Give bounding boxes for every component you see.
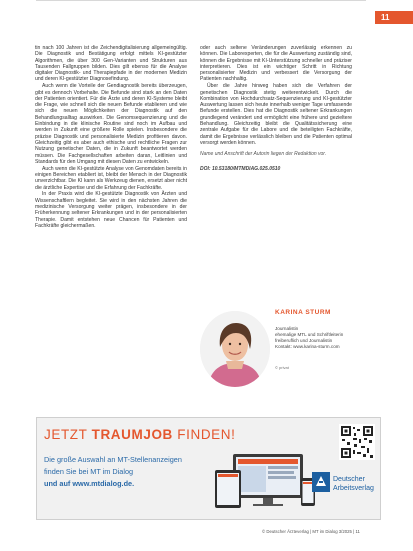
author-name: KARINA STURM (275, 309, 331, 316)
top-rule (36, 0, 366, 1)
doi: DOI: 10.53180/MTMDIAG.025.0510 (200, 165, 281, 172)
page-footer: © Deutscher Ärzteverlag | MT im Dialog 3/2025 | 11 (262, 529, 360, 534)
article-column-left (35, 45, 187, 230)
article-paragraph: In der Praxis wird die KI-gestützte Diagnostik von Ärzten und Wissenschaftlern begleitet. Sie wird in den nächsten Jahren die medizinische Versorgung weiter prägen, insbesondere in der Früherkennung seltener Erkrankungen und in der personalisierten Therapie. Damit entstehen neue Chancen für Patienten und Fachkräfte gleichermaßen. (35, 191, 187, 229)
article-paragraph: Auch wenn die KI-gestützte Analyse von Genomdaten bereits in einigen Bereichen etabliert ist, bleibt der Mensch in der Diagnostik unverzichtbar. Die KI kann als Werkzeug dienen, ersetzt aber nicht die ärztliche Expertise und die Erfahrung der Fachkräfte. (35, 165, 187, 191)
author-bio-line: freiberuflich und Journalistin (275, 338, 333, 343)
ad-text-prefix: und auf (44, 479, 73, 488)
logo-text: Arbeitsverlag (333, 485, 374, 492)
article-paragraph: oder auch seltene Veränderungen zuverlässig erkennen zu können. Die Laborexperten, die für die Auswertung zuständig sind, können die Ergebnisse mit KI-Unterstützung schneller und präziser interpretieren. Dies ist ein wichtiger Schritt in Richtung personalisierter Medizin und verbessert die Versorgung der Patienten nachhaltig. (200, 45, 352, 83)
author-note: Name und Anschrift der Autorin liegen der Redaktion vor. (200, 151, 327, 158)
author-photo (200, 311, 270, 387)
article-paragraph: Auch wenn die Vorteile der Gendiagnostik bereits überzeugen, gibt es dennoch Vorbehalte. Die Befunde sind stark an den Daten der Patienten orientiert. Für die Ärzte und deren KI-Systeme bleibt die Frage, wie schnell sich die neuen Befunde etablieren und wie sich die neuen Möglichkeiten der Diagnostik auf den Behandlungsalltag auswirken. Die Genomsequenzierung und die Einbindung in die klinische Routine sind noch im Aufbau und werden in Zukunft eine größere Rolle spielen. Insbesondere die präzise Diagnostik und personalisierte Medizin profitieren davon. Gleichzeitig gibt es aber auch ethische und rechtliche Fragen zur Nutzung genetischer Daten, die in Zukunft beantwortet werden müssen. Die Fachgesellschaften arbeiten daran, Leitlinien und Standards für den Umgang mit diesen Daten zu entwickeln. (35, 83, 187, 165)
author-bio (275, 326, 343, 350)
article-paragraph: Über die Jahre hinweg haben sich die Verfahren der genetischen Diagnostik stetig weiterentwickelt. Durch die Kombination von Hochdurchsatz-Sequenzierung und KI-gestützter Auswertung lassen sich heute innerhalb weniger Tage umfassende Befunde erstellen. Dies hat die Diagnostik seltener Erkrankungen grundlegend verändert und ermöglicht eine frühere und gezieltere Behandlung. Gleichzeitig bleibt die Qualitätssicherung eine zentrale Aufgabe für die Labore und die beteiligten Fachkräfte, damit die Ergebnisse verlässlich bleiben und die Patienten optimal versorgt werden können. (200, 83, 352, 146)
page-number: 11 (375, 11, 413, 24)
article-paragraph: tin nach 100 Jahren ist die Zeichendigitalisierung allgemeingültig. Die Diagnostik und Bestätigung erfolgt mittels KI-gestützter Algorithmen, die über 300 Gen-Varianten und Strukturen aus Tausenden Fallgruppen bilden. Dies gilt ebenso für die Analyse digitaler Diagnostik- und Therapiepfade in der modernen Medizin und deren KI-gestützter Diagnosefindung. (35, 45, 187, 83)
author-box (200, 309, 370, 389)
ad-headline-part: TRAUMJOB (91, 427, 173, 442)
qr-code[interactable] (339, 424, 375, 460)
ad-headline-part: JETZT (44, 427, 92, 442)
ad-headline-part: FINDEN! (172, 427, 236, 442)
ad-headline (44, 427, 235, 442)
article-column-right (200, 45, 352, 172)
author-bio-line: Journalistin (275, 326, 299, 331)
author-bio-line: ehemalige MTL und Schriftleiterin (275, 332, 344, 337)
job-advertisement[interactable] (36, 417, 381, 520)
ad-text-line: Die große Auswahl an MT-Stellenanzeigen (44, 455, 182, 464)
ad-text-line (44, 479, 134, 488)
deutscher-arbeitsverlag-logo (312, 470, 376, 494)
photo-credit: © privat (275, 365, 289, 370)
logo-text: Deutscher (333, 476, 365, 483)
author-bio-line: Kontakt: www.karina-sturm.com (275, 344, 340, 349)
ad-text-line: finden Sie bei MT im Dialog (44, 467, 134, 476)
ad-website-link[interactable]: www.mtdialog.de. (72, 479, 135, 488)
